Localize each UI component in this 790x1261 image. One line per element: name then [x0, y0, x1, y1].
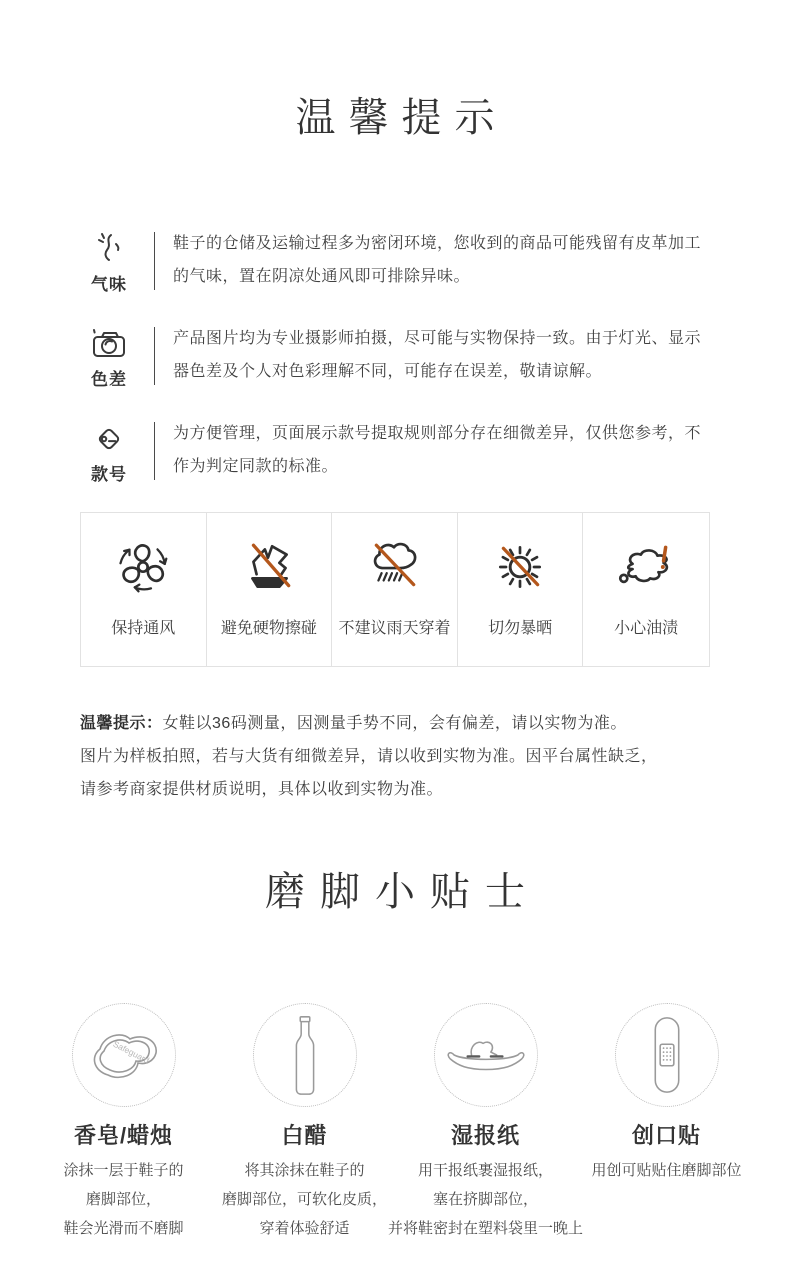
divider	[154, 422, 155, 480]
tip-desc: 用干报纸裹湿报纸， 塞在挤脚部位， 并将鞋密封在塑料袋里一晚上	[388, 1162, 584, 1237]
care-label: 避免硬物擦碰	[220, 620, 317, 637]
notice-color	[80, 322, 710, 390]
smell-icon	[94, 227, 124, 265]
divider	[154, 232, 155, 290]
notice-style-number	[80, 417, 710, 485]
care-label: 保持通风	[111, 620, 176, 637]
tip-bandaid	[576, 1003, 757, 1243]
no-sun-icon	[491, 533, 549, 601]
care-grid	[80, 512, 710, 667]
notice-label: 气味	[91, 275, 127, 294]
rub-tips-grid	[33, 1003, 757, 1243]
tip-desc: 涂抹一层于鞋子的 磨脚部位， 鞋会光滑而不磨脚	[63, 1162, 184, 1237]
tip-label: 香皂/蜡烛	[73, 1123, 174, 1148]
care-cell-no-rain	[332, 513, 458, 666]
warm-note-bold: 温馨提示：	[80, 715, 163, 732]
wet-newspaper-icon	[442, 1026, 530, 1084]
tip-vinegar	[214, 1003, 395, 1243]
tip-desc: 将其涂抹在鞋子的 磨脚部位，可软化皮质， 穿着体验舒适	[221, 1162, 387, 1237]
warm-note	[80, 707, 710, 806]
tip-label: 湿报纸	[450, 1123, 520, 1148]
tag-icon	[93, 417, 125, 455]
no-rain-icon	[365, 533, 423, 601]
care-cell-no-hard-objects	[207, 513, 333, 666]
bandaid-icon	[643, 1014, 691, 1096]
oil-stain-icon	[615, 533, 677, 601]
svg-text:Safeguard: Safeguard	[111, 1038, 151, 1066]
notice-label: 款号	[91, 465, 127, 484]
fan-icon	[114, 533, 172, 601]
warm-note-line3: 请参考商家提供材质说明，具体以收到实物为准。	[80, 781, 444, 798]
camera-icon	[91, 322, 127, 360]
tip-desc: 用创可贴贴住磨脚部位	[591, 1162, 742, 1179]
care-cell-no-sun	[458, 513, 584, 666]
care-label: 切勿暴晒	[488, 620, 553, 637]
notice-label: 色差	[91, 370, 127, 389]
soap-icon	[84, 1024, 164, 1086]
tip-label: 创口贴	[631, 1123, 701, 1148]
care-label: 不建议雨天穿着	[338, 620, 451, 637]
warm-tips-title: 温馨提示	[295, 96, 508, 140]
notice-list	[80, 227, 710, 485]
rub-tips-title: 磨脚小贴士	[265, 870, 540, 914]
notice-text: 鞋子的仓储及运输过程多为密闭环境，您收到的商品可能残留有皮革加工的气味，置在阴凉处通风即可排除异味。	[173, 235, 702, 285]
divider	[154, 327, 155, 385]
tip-soap	[33, 1003, 214, 1243]
care-label: 小心油渍	[614, 620, 679, 637]
no-hard-object-icon	[240, 533, 298, 601]
notice-text: 产品图片均为专业摄影师拍摄，尽可能与实物保持一致。由于灯光、显示器色差及个人对色彩理解不同，可能存在误差，敬请谅解。	[173, 330, 702, 380]
care-cell-ventilation	[81, 513, 207, 666]
bottle-icon	[285, 1013, 325, 1097]
warm-note-line2: 图片为样板拍照，若与大货有细微差异，请以收到实物为准。因平台属性缺乏，	[80, 748, 658, 765]
notice-smell	[80, 227, 710, 295]
tip-label: 白醋	[281, 1123, 328, 1148]
care-cell-oil-stain	[583, 513, 709, 666]
tip-wet-newspaper	[388, 1003, 584, 1243]
notice-text: 为方便管理，页面展示款号提取规则部分存在细微差异，仅供您参考，不作为判定同款的标准。	[173, 425, 702, 475]
warm-note-line1: 温馨提示：女鞋以36码测量，因测量手势不同，会有偏差，请以实物为准。	[80, 715, 627, 732]
